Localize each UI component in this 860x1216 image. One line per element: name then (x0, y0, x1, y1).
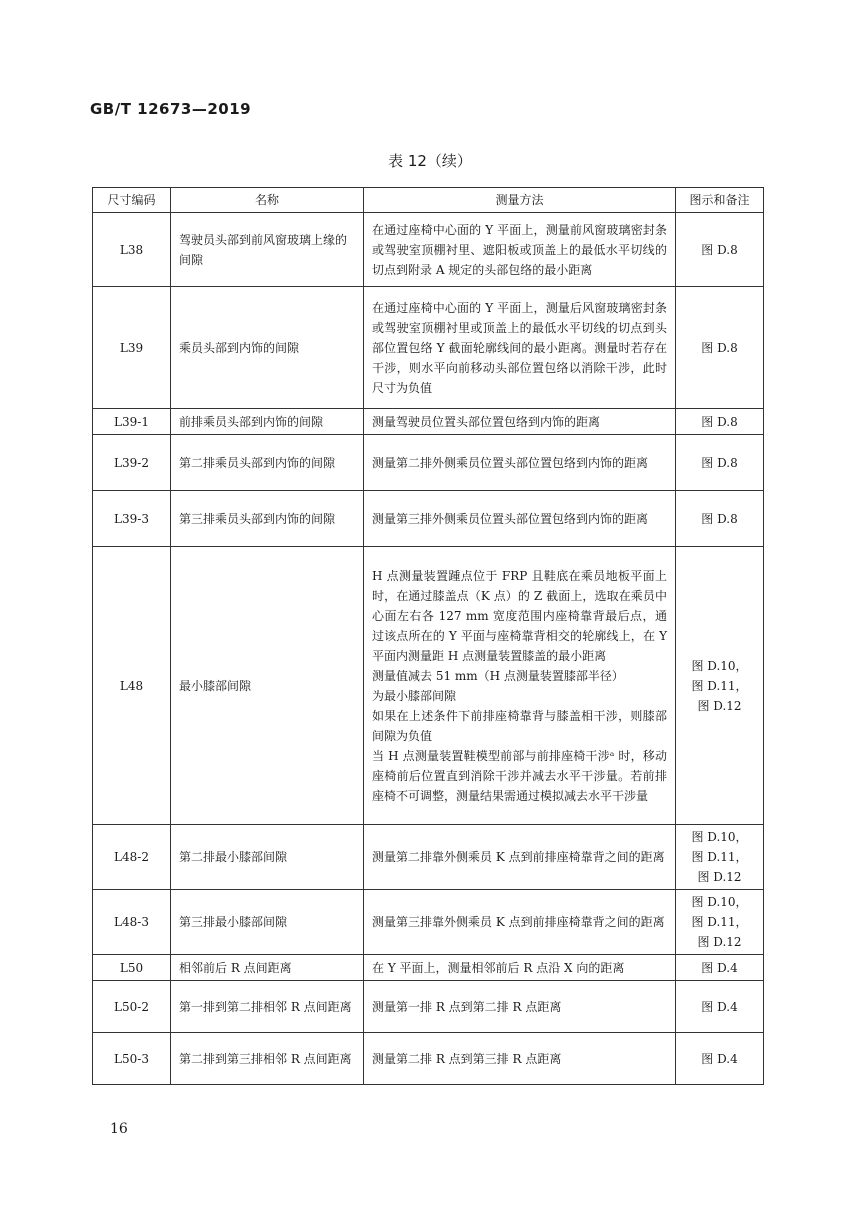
row-name: 第三排乘员头部到内饰的间隙 (171, 491, 364, 547)
row-figure: 图 D.8 (676, 213, 764, 287)
row-code: L39 (93, 287, 171, 409)
figure-ref: 图 D.10， (691, 830, 748, 844)
table-row (93, 981, 764, 1033)
row-code: L48-3 (93, 890, 171, 955)
table-row (93, 213, 764, 287)
table-header-row (93, 188, 764, 213)
table-row (93, 491, 764, 547)
figure-ref: 图 D.10， (691, 895, 748, 909)
row-figure: 图 D.8 (676, 491, 764, 547)
table-row (93, 547, 764, 825)
standard-code: GB/T 12673—2019 (90, 100, 252, 118)
row-code: L39-2 (93, 435, 171, 491)
figure-ref: 图 D.12 (697, 698, 742, 713)
dimension-table (92, 187, 764, 1085)
table-row (93, 890, 764, 955)
row-method: 测量第二排 R 点到第三排 R 点距离 (364, 1033, 676, 1085)
row-method: 测量第三排外侧乘员位置头部位置包络到内饰的距离 (364, 491, 676, 547)
row-figure (676, 547, 764, 825)
row-name: 驾驶员头部到前风窗玻璃上缘的间隙 (171, 213, 364, 287)
row-figure: 图 D.4 (676, 955, 764, 981)
row-code: L39-3 (93, 491, 171, 547)
row-method: 测量第一排 R 点到第二排 R 点距离 (364, 981, 676, 1033)
row-name: 第二排到第三排相邻 R 点间距离 (171, 1033, 364, 1085)
row-code: L50-3 (93, 1033, 171, 1085)
row-figure: 图 D.8 (676, 287, 764, 409)
method-line: 测量值减去 51 mm（H 点测量装置膝部半径） (372, 668, 624, 683)
row-figure: 图 D.8 (676, 409, 764, 435)
figure-ref: 图 D.10， (691, 658, 748, 673)
figure-ref: 图 D.12 (697, 935, 742, 949)
table-row (93, 435, 764, 491)
row-name: 乘员头部到内饰的间隙 (171, 287, 364, 409)
row-code: L39-1 (93, 409, 171, 435)
row-method: 在通过座椅中心面的 Y 平面上，测量后风窗玻璃密封条或驾驶室顶棚衬里或顶盖上的最低水平切线的切点到头部位置包络 Y 截面轮廓线间的最小距离。测量时若存在干涉，则水平向前移动头部位置包络以消除干涉，此时尺寸为负值 (364, 287, 676, 409)
method-line: 为最小膝部间隙 (372, 688, 457, 703)
row-method: 测量驾驶员位置头部位置包络到内饰的距离 (364, 409, 676, 435)
column-header-method: 测量方法 (364, 188, 676, 213)
row-name: 最小膝部间隙 (171, 547, 364, 825)
table-row (93, 1033, 764, 1085)
row-name: 第三排最小膝部间隙 (171, 890, 364, 955)
method-line: 如果在上述条件下前排座椅靠背与膝盖相干涉，则膝部间隙为负值 (372, 708, 667, 743)
row-method: 测量第二排外侧乘员位置头部位置包络到内饰的距离 (364, 435, 676, 491)
row-code: L50 (93, 955, 171, 981)
row-figure: 图 D.4 (676, 981, 764, 1033)
row-figure: 图 D.8 (676, 435, 764, 491)
page-number: 16 (110, 1121, 128, 1137)
row-name: 第二排乘员头部到内饰的间隙 (171, 435, 364, 491)
row-code: L48 (93, 547, 171, 825)
figure-ref: 图 D.11， (691, 915, 748, 929)
column-header-code: 尺寸编码 (93, 188, 171, 213)
figure-ref: 图 D.12 (697, 870, 742, 884)
table-row (93, 409, 764, 435)
figure-ref: 图 D.11， (691, 678, 748, 693)
row-name: 第一排到第二排相邻 R 点间距离 (171, 981, 364, 1033)
row-method: 在 Y 平面上，测量相邻前后 R 点沿 X 向的距离 (364, 955, 676, 981)
column-header-name: 名称 (171, 188, 364, 213)
row-code: L50-2 (93, 981, 171, 1033)
table-row (93, 287, 764, 409)
method-line: H 点测量装置踵点位于 FRP 且鞋底在乘员地板平面上时，在通过膝盖点（K 点）的 Z 截面上，选取在乘员中心面左右各 127 mm 宽度范围内座椅靠背最后点，通过该点所在的 Y 平面与座椅靠背相交的轮廓线上，在 Y 平面内测量距 H 点测量装置膝盖的最小距离 (372, 568, 667, 663)
row-figure (676, 825, 764, 890)
row-name: 第二排最小膝部间隙 (171, 825, 364, 890)
column-header-figure: 图示和备注 (676, 188, 764, 213)
row-figure: 图 D.4 (676, 1033, 764, 1085)
row-method: 在通过座椅中心面的 Y 平面上，测量前风窗玻璃密封条或驾驶室顶棚衬里、遮阳板或顶盖上的最低水平切线的切点到附录 A 规定的头部包络的最小距离 (364, 213, 676, 287)
row-method: 测量第二排靠外侧乘员 K 点到前排座椅靠背之间的距离 (364, 825, 676, 890)
table-row (93, 825, 764, 890)
row-code: L48-2 (93, 825, 171, 890)
row-name: 前排乘员头部到内饰的间隙 (171, 409, 364, 435)
method-line: 当 H 点测量装置鞋模型前部与前排座椅干涉ᵃ 时，移动座椅前后位置直到消除干涉并减去水平干涉量。若前排座椅不可调整，测量结果需通过模拟减去水平干涉量 (372, 748, 667, 803)
row-figure (676, 890, 764, 955)
row-name: 相邻前后 R 点间距离 (171, 955, 364, 981)
row-method (364, 547, 676, 825)
table-title: 表 12（续） (388, 152, 472, 170)
table-row (93, 955, 764, 981)
figure-ref: 图 D.11， (691, 850, 748, 864)
row-method: 测量第三排靠外侧乘员 K 点到前排座椅靠背之间的距离 (364, 890, 676, 955)
row-code: L38 (93, 213, 171, 287)
